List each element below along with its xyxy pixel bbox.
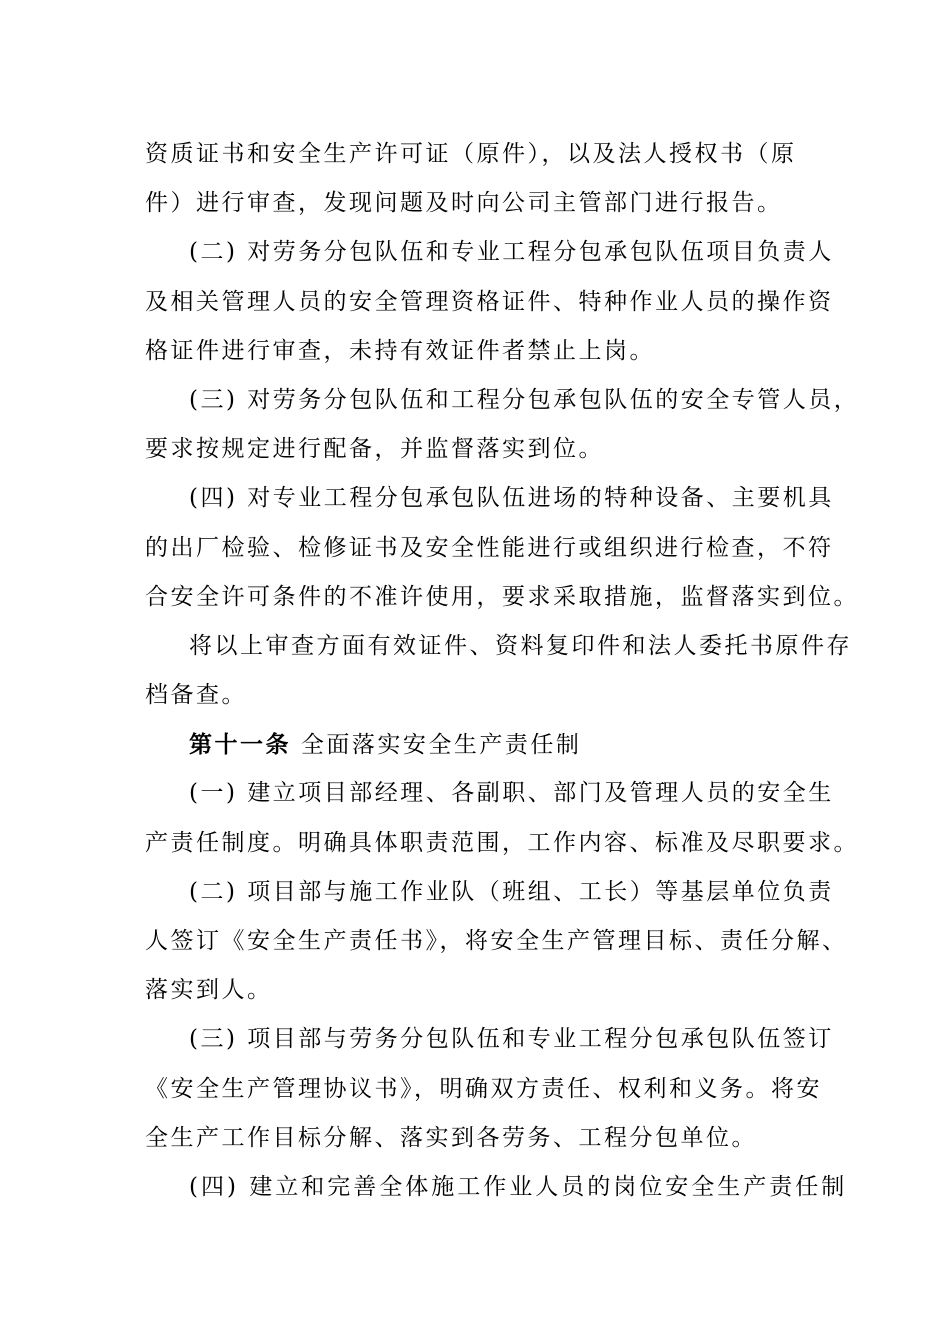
text-line-7: 要求按规定进行配备，并监督落实到位。 (145, 436, 604, 463)
text-line-9: 的出厂检验、检修证书及安全性能进行或组织进行检查，不符 (145, 534, 834, 561)
text-line-17: 人签订《安全生产责任书》，将安全生产管理目标、责任分解、 (145, 928, 848, 954)
text-line-21: 全生产工作目标分解、落实到各劳务、工程分包单位。 (145, 1124, 757, 1151)
text-line-16: (二) 项目部与施工作业队（班组、工长）等基层单位负责 (189, 878, 834, 905)
text-line-10: 合安全许可条件的不准许使用，要求采取措施，监督落实到位。 (145, 583, 859, 610)
text-line-3: (二) 对劳务分包队伍和专业工程分包承包队伍项目负责人 (189, 239, 834, 266)
text-line-18: 落实到人。 (145, 977, 273, 1004)
text-line-1: 资质证书和安全生产许可证（原件），以及法人授权书（原 (145, 141, 797, 167)
article-title: 全面落实安全生产责任制 (300, 732, 582, 759)
text-line-2: 件）进行审查，发现问题及时向公司主管部门进行报告。 (145, 190, 783, 217)
article-heading (145, 720, 815, 769)
text-line-22: (四) 建立和完善全体施工作业人员的岗位安全生产责任制 (189, 1173, 848, 1200)
text-line-4: 及相关管理人员的安全管理资格证件、特种作业人员的操作资 (145, 288, 834, 315)
text-line-20: 《安全生产管理协议书》，明确双方责任、权利和义务。将安 (145, 1075, 822, 1102)
text-line-12: 档备查。 (145, 682, 247, 709)
text-line-8: (四) 对专业工程分包承包队伍进场的特种设备、主要机具 (189, 485, 834, 512)
text-line-6: (三) 对劳务分包队伍和工程分包承包队伍的安全专管人员， (189, 386, 860, 413)
text-line-14: (一) 建立项目部经理、各副职、部门及管理人员的安全生 (189, 780, 834, 807)
article-label: 第十一条 (189, 731, 291, 759)
text-line-5: 格证件进行审查，未持有效证件者禁止上岗。 (145, 337, 655, 364)
text-line-11: 将以上审查方面有效证件、资料复印件和法人委托书原件存 (189, 632, 852, 659)
text-line-15: 产责任制度。明确具体职责范围，工作内容、标准及尽职要求。 (145, 829, 859, 856)
text-line-19: (三) 项目部与劳务分包队伍和专业工程分包承包队伍签订 (189, 1026, 834, 1053)
document-body (145, 130, 860, 1212)
